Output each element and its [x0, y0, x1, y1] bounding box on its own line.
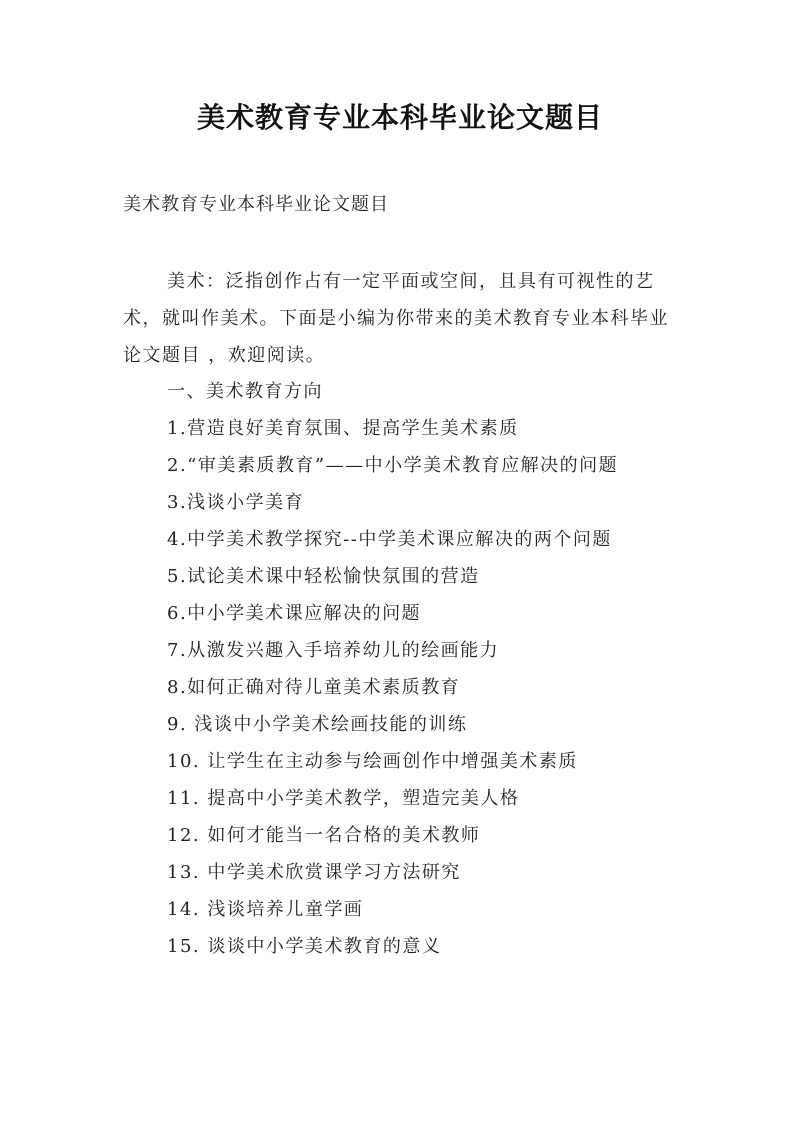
- list-item: 7.从激发兴趣入手培养幼儿的绘画能力: [167, 640, 500, 661]
- intro-paragraph: 美术：泛指创作占有一定平面或空间，且具有可视性的艺术，就叫作美术。下面是小编为你带来的美术教育专业本科毕业论文题目 ，欢迎阅读。: [123, 271, 669, 366]
- list-item: 4.中学美术教学探究--中学美术课应解决的两个问题: [167, 529, 612, 550]
- list-item: 14. 浅谈培养儿童学画: [167, 899, 364, 920]
- list-item: 2.“审美素质教育”——中小学美术教育应解决的问题: [167, 455, 619, 476]
- list-item: 5.试论美术课中轻松愉快氛围的营造: [167, 566, 480, 587]
- list-item: 10. 让学生在主动参与绘画创作中增强美术素质: [167, 751, 578, 772]
- list-item: 6.中小学美术课应解决的问题: [167, 603, 422, 624]
- list-item: 9. 浅谈中小学美术绘画技能的训练: [167, 714, 468, 735]
- list-item: 一、美术教育方向: [167, 381, 323, 402]
- list-item: 12. 如何才能当一名合格的美术教师: [167, 825, 481, 846]
- list-item: 1.营造良好美育氛围、提高学生美术素质: [167, 418, 519, 439]
- topic-list: [123, 373, 683, 965]
- list-item: 8.如何正确对待儿童美术素质教育: [167, 677, 461, 698]
- list-item: 3.浅谈小学美育: [167, 492, 305, 513]
- document-subtitle: 美术教育专业本科毕业论文题目: [123, 194, 389, 215]
- list-item: 15. 谈谈中小学美术教育的意义: [167, 936, 442, 957]
- list-item: 13. 中学美术欣赏课学习方法研究: [167, 862, 461, 883]
- list-item: 11. 提高中小学美术教学，塑造完美人格: [167, 788, 520, 809]
- document-title: 美术教育专业本科毕业论文题目: [196, 101, 603, 134]
